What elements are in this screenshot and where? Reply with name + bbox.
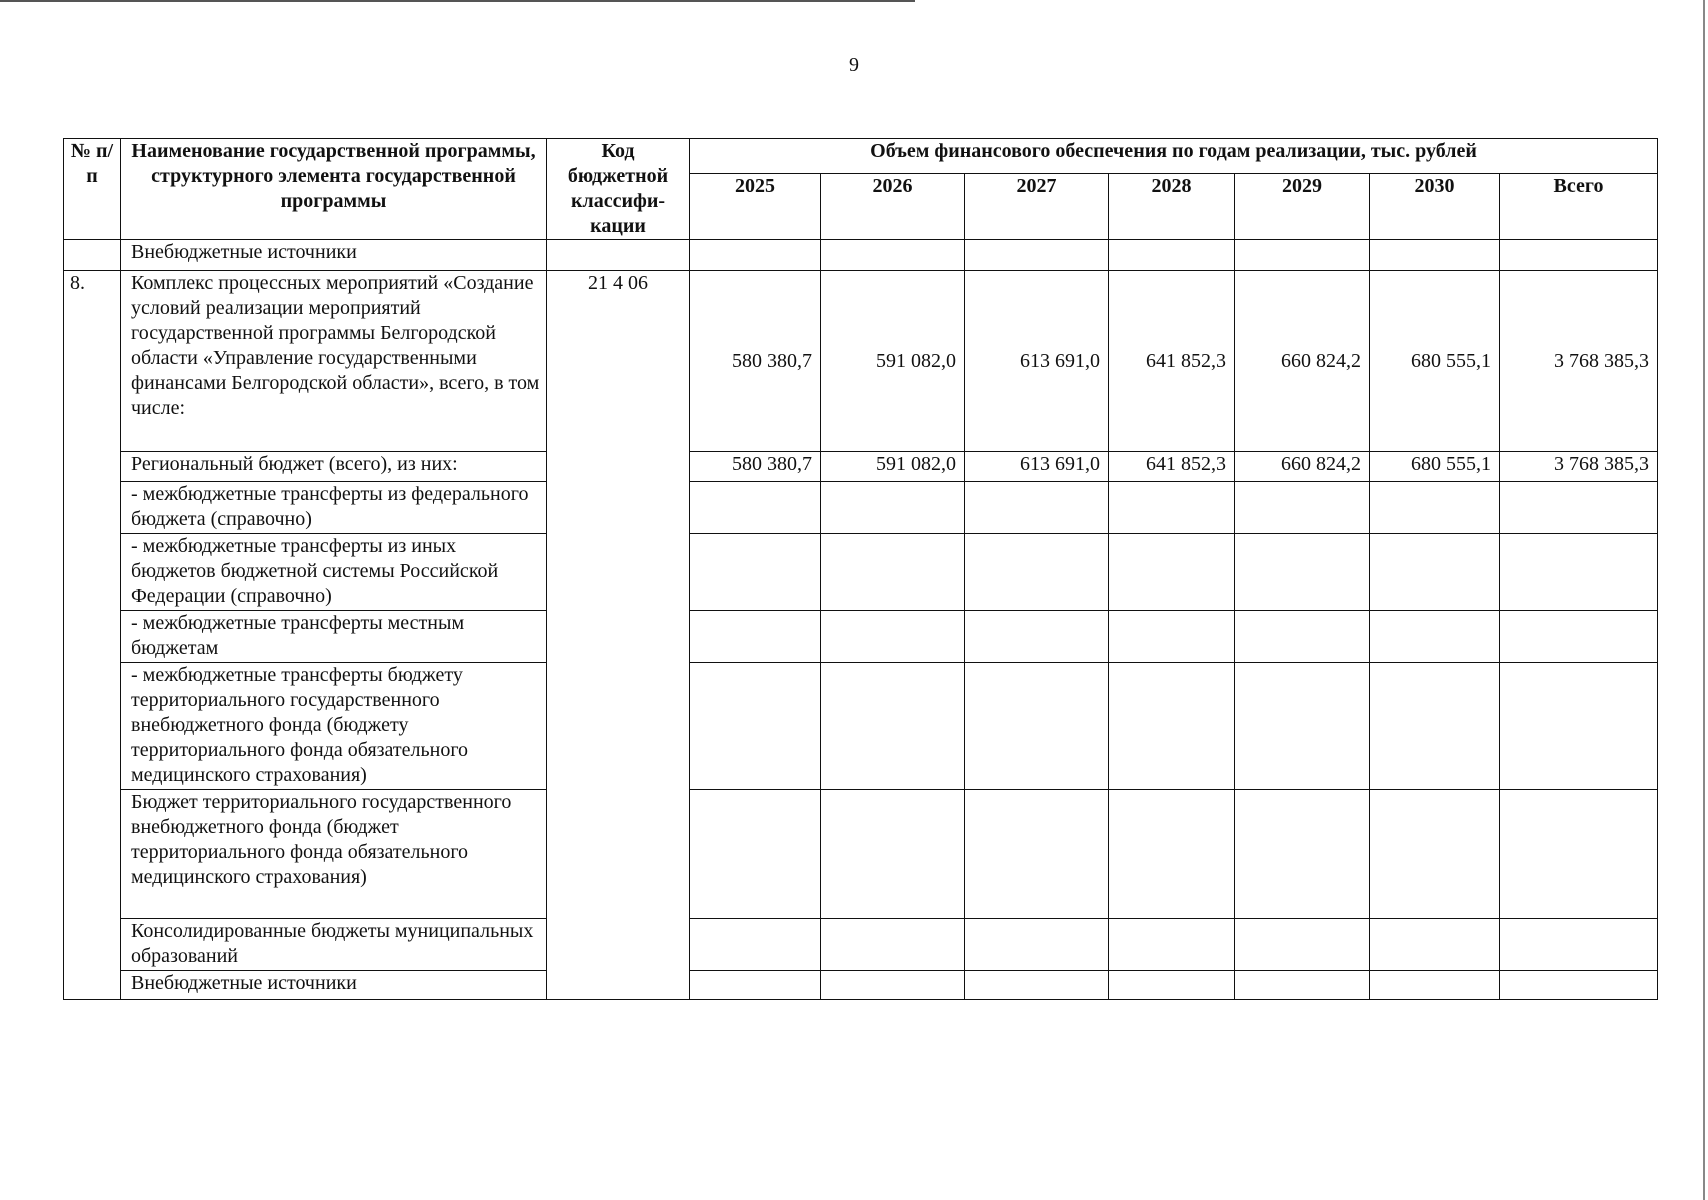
header-num: № п/п xyxy=(64,139,121,240)
value-cell xyxy=(1109,240,1235,271)
value-cell: 580 380,7 xyxy=(690,452,821,482)
value-cell xyxy=(1235,971,1370,1000)
name-cell: - межбюджетные трансферты из федерального бюджета (справочно) xyxy=(121,482,547,534)
table-row xyxy=(64,534,1658,611)
code-cell xyxy=(547,240,690,271)
value-cell xyxy=(821,790,965,919)
value-cell xyxy=(1500,240,1658,271)
value-cell xyxy=(690,919,821,971)
header-year: 2028 xyxy=(1109,174,1235,240)
value-cell xyxy=(1500,482,1658,534)
value-cell: 660 824,2 xyxy=(1235,271,1370,452)
value-cell: 3 768 385,3 xyxy=(1500,271,1658,452)
name-cell: Внебюджетные источники xyxy=(121,971,547,1000)
value-cell: 680 555,1 xyxy=(1370,452,1500,482)
value-cell xyxy=(1370,790,1500,919)
value-cell xyxy=(1370,482,1500,534)
value-cell xyxy=(1109,919,1235,971)
value-cell: 591 082,0 xyxy=(821,271,965,452)
value-cell xyxy=(821,971,965,1000)
header-year: 2025 xyxy=(690,174,821,240)
value-cell xyxy=(1370,663,1500,790)
value-cell xyxy=(1235,790,1370,919)
value-cell xyxy=(1370,534,1500,611)
header-code: Код бюджетной классифи-кации xyxy=(547,139,690,240)
header-year: 2027 xyxy=(965,174,1109,240)
scan-edge-top xyxy=(0,0,915,2)
name-cell: Бюджет территориального государственного внебюджетного фонда (бюджет территориального фонда обязательного медицинского страхования) xyxy=(121,790,547,919)
scan-edge-right xyxy=(1703,0,1705,1200)
value-cell xyxy=(1235,240,1370,271)
value-cell: 660 824,2 xyxy=(1235,452,1370,482)
header-total: Всего xyxy=(1500,174,1658,240)
header-year: 2029 xyxy=(1235,174,1370,240)
name-cell: Региональный бюджет (всего), из них: xyxy=(121,452,547,482)
value-cell xyxy=(965,971,1109,1000)
header-name: Наименование государственной программы, структурного элемента государственной программы xyxy=(121,139,547,240)
value-cell xyxy=(1370,971,1500,1000)
value-cell xyxy=(1109,534,1235,611)
table-row xyxy=(64,790,1658,919)
value-cell: 580 380,7 xyxy=(690,271,821,452)
name-cell: Консолидированные бюджеты муниципальных образований xyxy=(121,919,547,971)
value-cell xyxy=(965,790,1109,919)
value-cell xyxy=(1235,482,1370,534)
header-year: 2030 xyxy=(1370,174,1500,240)
value-cell: 641 852,3 xyxy=(1109,271,1235,452)
value-cell xyxy=(690,790,821,919)
value-cell xyxy=(821,611,965,663)
value-cell xyxy=(690,482,821,534)
value-cell xyxy=(1370,240,1500,271)
financing-table xyxy=(63,138,1658,1000)
value-cell xyxy=(1500,790,1658,919)
value-cell xyxy=(1109,663,1235,790)
value-cell xyxy=(1500,919,1658,971)
name-cell: Внебюджетные источники xyxy=(121,240,547,271)
value-cell xyxy=(821,240,965,271)
value-cell xyxy=(1500,663,1658,790)
value-cell xyxy=(1235,611,1370,663)
value-cell xyxy=(965,611,1109,663)
header-row xyxy=(64,139,1658,174)
value-cell: 3 768 385,3 xyxy=(1500,452,1658,482)
value-cell xyxy=(690,534,821,611)
table-row xyxy=(64,271,1658,452)
table-row xyxy=(64,971,1658,1000)
value-cell xyxy=(821,919,965,971)
value-cell xyxy=(965,919,1109,971)
value-cell xyxy=(965,534,1109,611)
value-cell: 680 555,1 xyxy=(1370,271,1500,452)
table-row xyxy=(64,919,1658,971)
table-row xyxy=(64,611,1658,663)
num-cell xyxy=(64,240,121,271)
header-volume: Объем финансового обеспечения по годам реализации, тыс. рублей xyxy=(690,139,1658,174)
code-cell: 21 4 06 xyxy=(547,271,690,1000)
value-cell: 641 852,3 xyxy=(1109,452,1235,482)
page-number: 9 xyxy=(849,54,859,76)
name-cell: Комплекс процессных мероприятий «Создание условий реализации мероприятий государственной программы Белгородской области «Управление государственными финансами Белгородской области», всего, в том числе: xyxy=(121,271,547,452)
value-cell xyxy=(1235,919,1370,971)
value-cell xyxy=(690,971,821,1000)
name-cell: - межбюджетные трансферты из иных бюджетов бюджетной системы Российской Федерации (справочно) xyxy=(121,534,547,611)
value-cell xyxy=(1109,482,1235,534)
value-cell xyxy=(965,482,1109,534)
value-cell xyxy=(1235,534,1370,611)
value-cell: 591 082,0 xyxy=(821,452,965,482)
value-cell xyxy=(690,663,821,790)
value-cell xyxy=(965,663,1109,790)
value-cell xyxy=(690,240,821,271)
num-cell: 8. xyxy=(64,271,121,1000)
value-cell xyxy=(1235,663,1370,790)
value-cell xyxy=(821,663,965,790)
value-cell xyxy=(1370,919,1500,971)
table-row xyxy=(64,240,1658,271)
table-row xyxy=(64,482,1658,534)
name-cell: - межбюджетные трансферты бюджету территориального государственного внебюджетного фонда (бюджету территориального фонда обязательного медицинского страхования) xyxy=(121,663,547,790)
value-cell xyxy=(821,482,965,534)
header-year: 2026 xyxy=(821,174,965,240)
value-cell xyxy=(1500,611,1658,663)
table-row xyxy=(64,663,1658,790)
value-cell xyxy=(1500,534,1658,611)
value-cell xyxy=(1109,611,1235,663)
name-cell: - межбюджетные трансферты местным бюджетам xyxy=(121,611,547,663)
value-cell xyxy=(690,611,821,663)
value-cell: 613 691,0 xyxy=(965,271,1109,452)
value-cell xyxy=(1109,790,1235,919)
value-cell xyxy=(965,240,1109,271)
value-cell xyxy=(1500,971,1658,1000)
value-cell: 613 691,0 xyxy=(965,452,1109,482)
value-cell xyxy=(1370,611,1500,663)
value-cell xyxy=(1109,971,1235,1000)
table-row xyxy=(64,452,1658,482)
value-cell xyxy=(821,534,965,611)
